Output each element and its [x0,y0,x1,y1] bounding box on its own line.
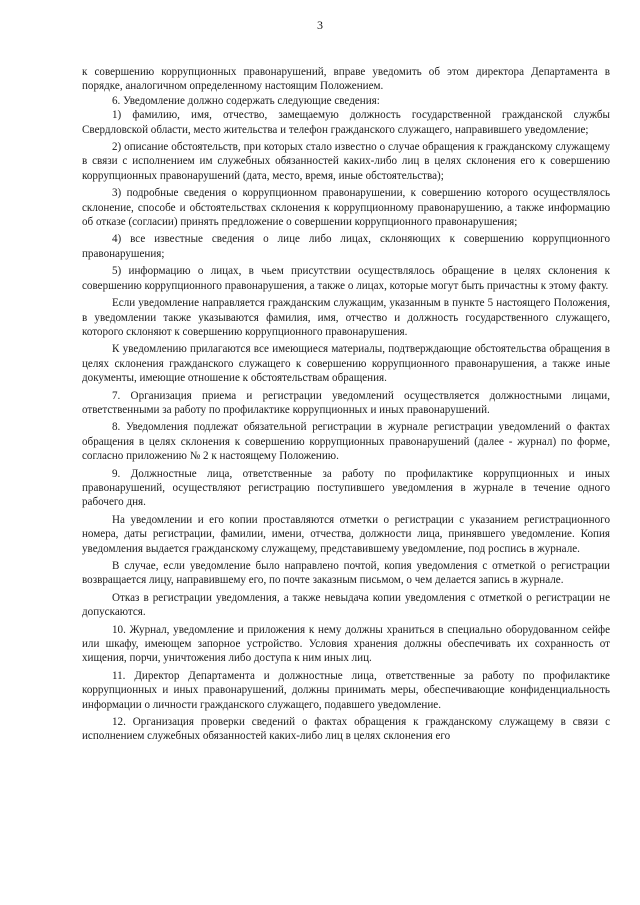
paragraph-attachments: К уведомлению прилагаются все имеющиеся материалы, подтверждающие обстоятельства обращения в целях склонения гражданского служащего к совершению коррупционного правонарушения, а также иные документы, имеющие отношение к обстоятельствам обращения. [82,343,610,385]
document-body [82,65,610,744]
paragraph-subitem-5: 5) информацию о лицах, в чьем присутствии осуществлялось обращение в целях склонения к совершению коррупционного правонарушения, а также о лицах, которые могут быть причастны к этому факту. [82,265,610,292]
paragraph-item-7: 7. Организация приема и регистрации уведомлений осуществляется должностными лицами, ответственными за работу по профилактике коррупционных и иных правонарушений. [82,389,610,416]
page-number: 3 [317,18,323,32]
paragraph-item-11: 11. Директор Департамента и должностные лица, ответственные за работу по профилактике коррупционных и иных правонарушений, должны принимать меры, обеспечивающие конфиденциальность информации о личности гражданского служащего, подавшего уведомление. [82,669,610,711]
paragraph-item-12: 12. Организация проверки сведений о фактах обращения к гражданскому служащему в связи с исполнением служебных обязанностей каких-либо лиц в целях склонения его [82,716,610,743]
paragraph-subitem-1: 1) фамилию, имя, отчество, замещаемую должность государственной гражданской службы Свердловской области, место жительства и телефон гражданского служащего, направившего уведомление; [82,109,610,136]
paragraph-if-notification: Если уведомление направляется гражданским служащим, указанным в пункте 5 настоящего Положения, в уведомлении также указываются фамилия, имя, отчество и должность государственного служащего, которого склоняют к совершению коррупционного правонарушения. [82,297,610,338]
paragraph-continuation: к совершению коррупционных правонарушений, вправе уведомить об этом директора Департамента в порядке, аналогичном определенному настоящим Положением. [82,66,610,93]
paragraph-item-6: 6. Уведомление должно содержать следующие сведения: [112,94,380,107]
paragraph-subitem-2: 2) описание обстоятельств, при которых стало известно о случае обращения к гражданскому служащему в связи с исполнением им служебных обязанностей каких-либо лиц в целях склонения его к совершению коррупционных правонарушений (дата, место, время, иные обстоятельства); [82,141,610,182]
paragraph-refusal: Отказ в регистрации уведомления, а также невыдача копии уведомления с отметкой о регистрации не допускаются. [82,591,610,619]
paragraph-item-8: 8. Уведомления подлежат обязательной регистрации в журнале регистрации уведомлений о фактах обращения в целях склонения к совершению коррупционных правонарушений (далее - журнал) по форме, согласно приложению № 2 к настоящему Положению. [82,421,610,463]
paragraph-subitem-4: 4) все известные сведения о лице либо лицах, склоняющих к совершению коррупционного правонарушения; [82,233,610,260]
paragraph-postal: В случае, если уведомление было направлено почтой, копия уведомления с отметкой о регистрации возвращается лицу, направившему его, по почте заказным письмом, о чем делается запись в журнале. [82,560,610,587]
paragraph-subitem-3: 3) подробные сведения о коррупционном правонарушении, к совершению которого осуществлялось склонение, способе и обстоятельствах склонения к коррупционному правонарушению, а также информацию об отказе (согласии) принять предложение о совершении коррупционного правонарушения; [82,187,610,229]
paragraph-registration-marks: На уведомлении и его копии проставляются отметки о регистрации с указанием регистрационного номера, даты регистрации, фамилии, имени, отчества, должности лица, принявшего уведомление. Копия уведомления выдается гражданскому служащему, представившему уведомление, под роспись в журнале. [82,513,610,555]
paragraph-item-9: 9. Должностные лица, ответственные за работу по профилактике коррупционных и иных правонарушений, осуществляют регистрацию поступившего уведомления в журнале в течение одного рабочего дня. [82,467,610,509]
paragraph-item-10: 10. Журнал, уведомление и приложения к нему должны храниться в специально оборудованном сейфе или шкафу, имеющем запорное устройство. Условия хранения должны обеспечивать их сохранность от хищения, порчи, уничтожения либо доступа к ним иных лиц. [82,623,610,665]
